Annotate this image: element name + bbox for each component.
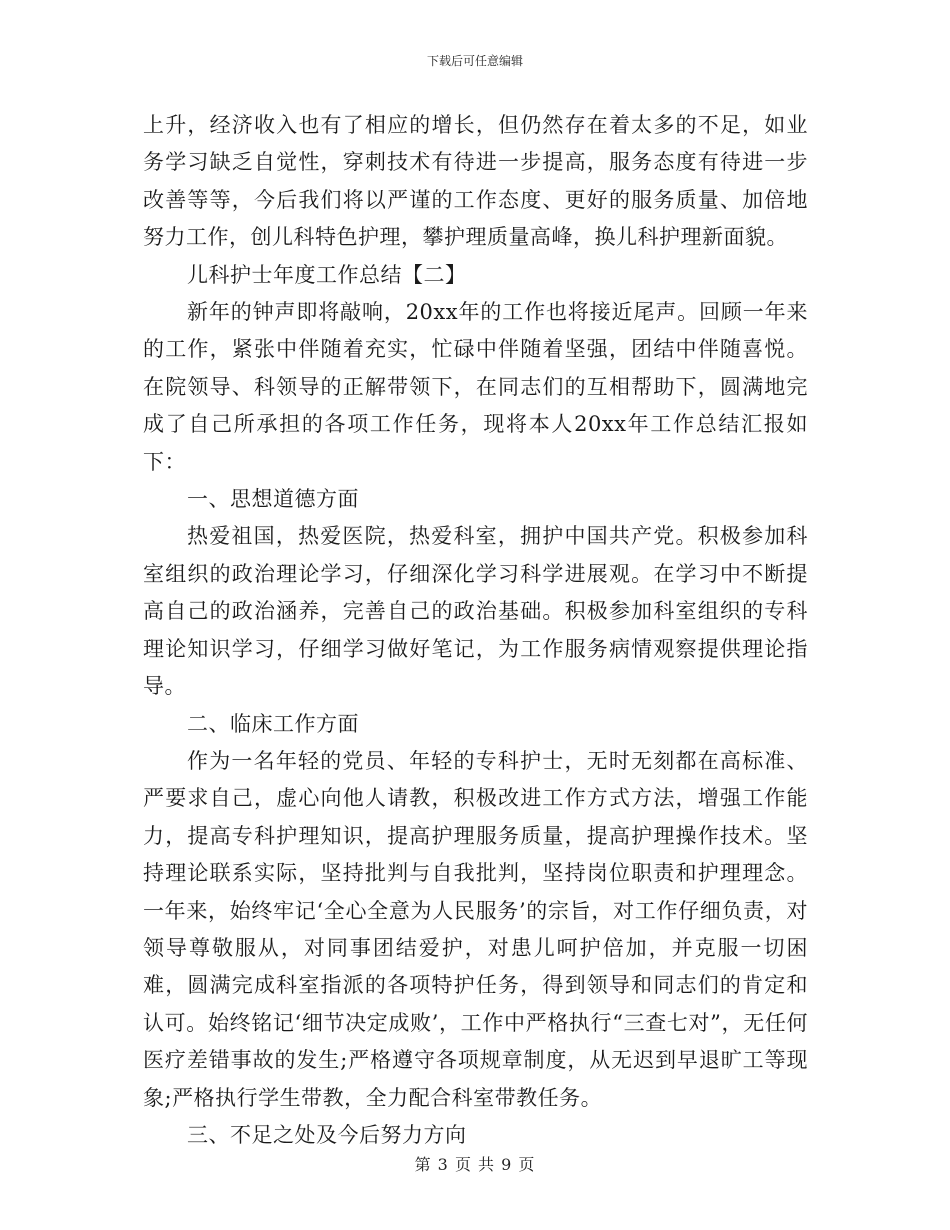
section-heading: 三、不足之处及今后努力方向	[187, 1122, 467, 1147]
section-heading: 二、临床工作方面	[187, 711, 359, 736]
paragraph: 上升，经济收入也有了相应的增长，但仍然存在着太多的不足，如业务学习缺乏自觉性，穿刺技术有待进一步提高，服务态度有待进一步改善等等，今后我们将以严谨的工作态度、更好的服务质量、加倍地努力工作，创儿科特色护理，攀护理质量高峰，换儿科护理新面貌。	[143, 113, 808, 250]
document-body	[143, 107, 808, 1154]
paragraph: 热爱祖国，热爱医院，热爱科室，拥护中国共产党。积极参加科室组织的政治理论学习，仔细深化学习科学进展观。在学习中不断提高自己的政治涵养，完善自己的政治基础。积极参加科室组织的专科理论知识学习，仔细学习做好笔记，为工作服务病情观察提供理论指导。	[143, 524, 808, 699]
paragraph: 新年的钟声即将敲响，20xx年的工作也将接近尾声。回顾一年来的工作，紧张中伴随着充实，忙碌中伴随着坚强，团结中伴随喜悦。在院领导、科领导的正解带领下，在同志们的互相帮助下，圆满地完成了自己所承担的各项工作任务，现将本人20xx年工作总结汇报如下：	[143, 300, 808, 474]
page-number: 第 3 页 共 9 页	[414, 1155, 536, 1174]
page-header: 下载后可任意编辑	[426, 54, 523, 68]
section-title: 儿科护士年度工作总结【二】	[187, 262, 467, 287]
paragraph: 作为一名年轻的党员、年轻的专科护士，无时无刻都在高标准、严要求自己，虚心向他人请教，积极改进工作方式方法，增强工作能力，提高专科护理知识，提高护理服务质量，提高护理操作技术。坚持理论联系实际，坚持批判与自我批判，坚持岗位职责和护理理念。一年来，始终牢记‘全心全意为人民服务’的宗旨，对工作仔细负责，对领导尊敬服从，对同事团结爱护，对患儿呵护倍加，并克服一切困难，圆满完成科室指派的各项特护任务，得到领导和同志们的肯定和认可。始终铭记‘细节决定成败’，工作中严格执行“三查七对”，无任何医疗差错事故的发生;严格遵守各项规章制度，从无迟到早退旷工等现象;严格执行学生带教，全力配合科室带教任务。	[143, 748, 808, 1110]
section-heading: 一、思想道德方面	[187, 487, 359, 512]
